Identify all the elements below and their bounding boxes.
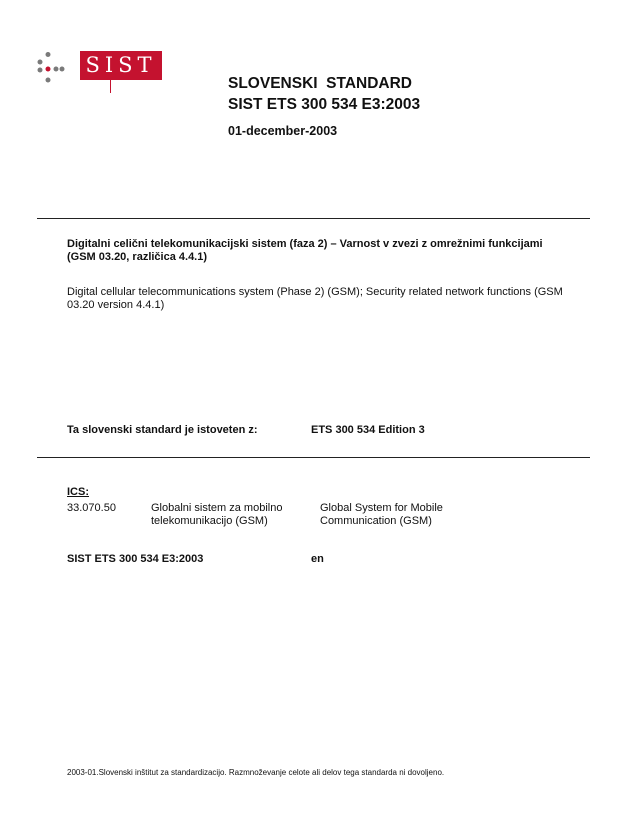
- identical-value: ETS 300 534 Edition 3: [311, 424, 425, 436]
- standard-date: 01-december-2003: [228, 124, 338, 138]
- standard-heading: SLOVENSKI STANDARD: [228, 75, 413, 92]
- ics-code: 33.070.50: [67, 502, 116, 514]
- identical-label: Ta slovenski standard je istoveten z:: [67, 424, 258, 436]
- top-divider: [37, 218, 590, 219]
- logo-rule: [110, 80, 111, 93]
- ics-description-english: Global System for Mobile Communication (GSM): [320, 502, 443, 527]
- standard-code: SIST ETS 300 534 E3:2003: [228, 96, 421, 113]
- copyright-notice: 2003-01.Slovenski inštitut za standardizacijo. Razmnoževanje celote ali delov tega standarda ni dovoljeno.: [67, 768, 445, 777]
- logo-text: SIST: [85, 53, 157, 77]
- language-code: en: [311, 553, 324, 565]
- footer-standard-code: SIST ETS 300 534 E3:2003: [67, 553, 204, 565]
- slovenian-title: Digitalni celični telekomunikacijski sistem (faza 2) – Varnost v zvezi z omrežnimi funkcijami (GSM 03.20, različica 4.4.1): [67, 238, 543, 263]
- middle-divider: [37, 457, 590, 458]
- ics-label: ICS:: [67, 486, 89, 498]
- logo-dots-icon: [32, 52, 72, 88]
- ics-description-slovenian: Globalni sistem za mobilno telekomunikacijo (GSM): [151, 502, 283, 527]
- english-title: Digital cellular telecommunications system (Phase 2) (GSM); Security related network functions (GSM 03.20 version 4.4.1): [67, 286, 563, 311]
